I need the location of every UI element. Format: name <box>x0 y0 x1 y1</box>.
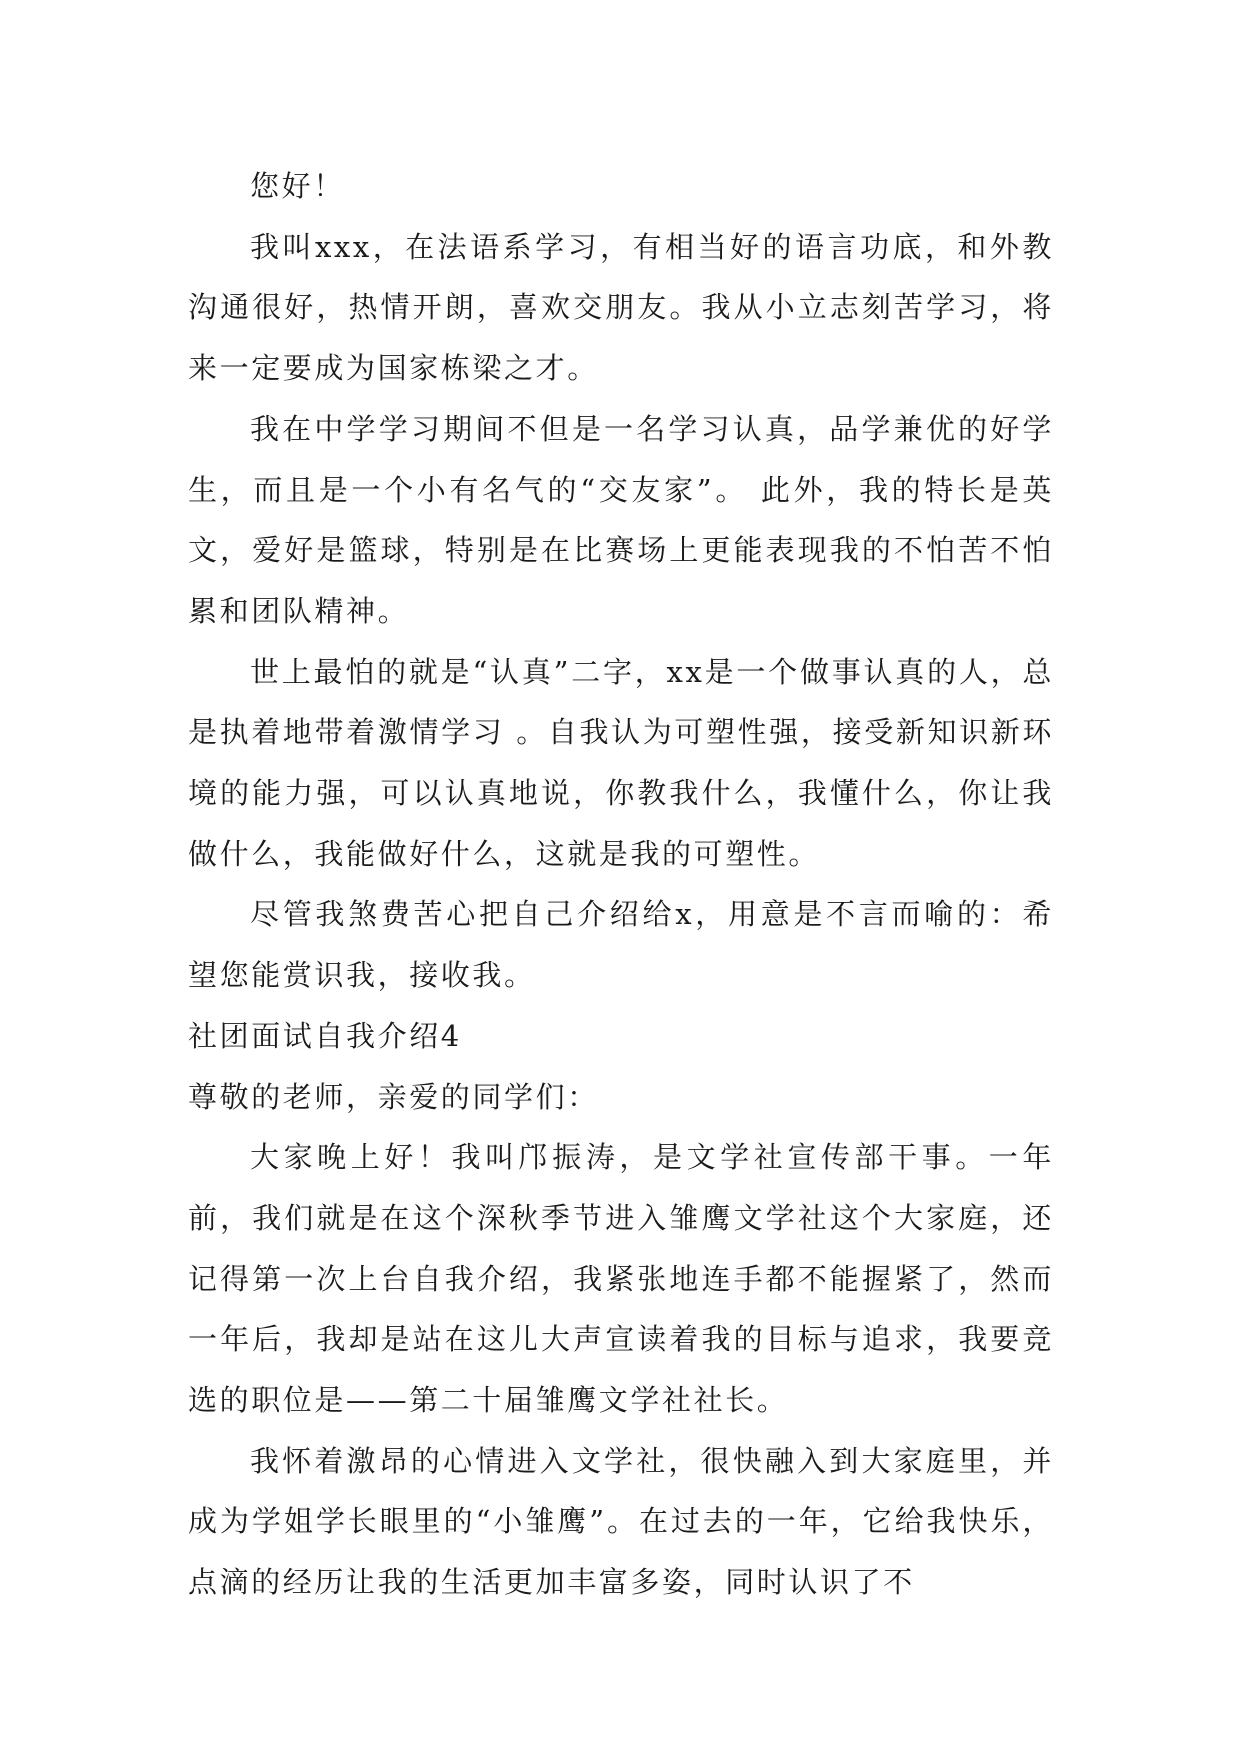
paragraph-self-intro: 大家晚上好！我叫邝振涛，是文学社宣传部干事。一年前，我们就是在这个深秋季节进入雏鹰文学社这个大家庭，还记得第一次上台自我介绍，我紧张地连手都不能握紧了，然而一年后，我却是站在这儿大声宣读着我的目标与追求，我要竞选的职位是——第二十届雏鹰文学社社长。 <box>188 1140 1054 1418</box>
paragraph-greeting: 您好！ <box>250 169 345 203</box>
paragraph-introduction: 我叫xxx，在法语系学习，有相当好的语言功底，和外教沟通很好，热情开朗，喜欢交朋友。我从小立志刻苦学习，将来一定要成为国家栋梁之才。 <box>188 229 1054 386</box>
paragraph-seriousness: 世上最怕的就是“认真”二字，xx是一个做事认真的人，总是执着地带着激情学习 。自我认为可塑性强，接受新知识新环境的能力强，可以认真地说，你教我什么，我懂什么，你让我做什么，我能做好什么，这就是我的可塑性。 <box>188 654 1054 871</box>
section-heading: 社团面试自我介绍4 <box>188 1018 462 1053</box>
paragraph-school-life: 我在中学学习期间不但是一名学习认真，品学兼优的好学生，而且是一个小有名气的“交友家”。 此外，我的特长是英文，爱好是篮球，特别是在比赛场上更能表现我的不怕苦不怕累和团队精神。 <box>188 411 1054 628</box>
paragraph-closing: 尽管我煞费苦心把自己介绍给x，用意是不言而喻的：希望您能赏识我，接收我。 <box>188 897 1054 993</box>
document-body <box>188 156 1054 1613</box>
salutation: 尊敬的老师，亲爱的同学们： <box>188 1079 599 1114</box>
paragraph-experience: 我怀着激昂的心情进入文学社，很快融入到大家庭里，并成为学姐学长眼里的“小雏鹰”。在过去的一年，它给我快乐，点滴的经历让我的生活更加丰富多姿，同时认识了不 <box>188 1443 1054 1600</box>
